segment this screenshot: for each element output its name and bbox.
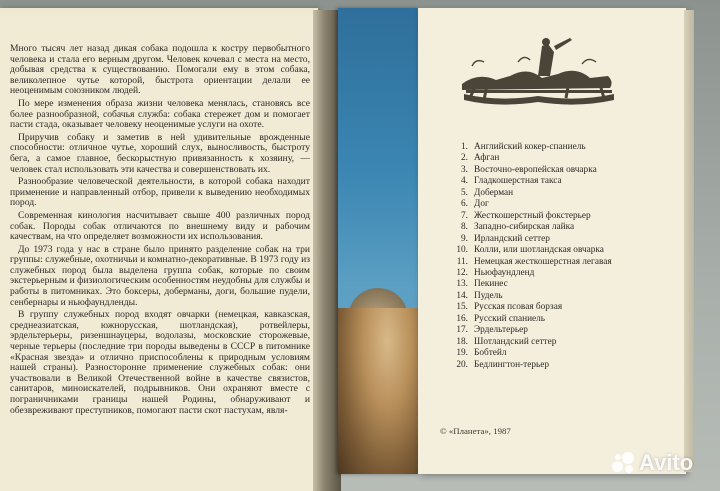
contents-item: 8. Западно-сибирская лайка xyxy=(461,222,575,233)
contents-item: 15. Русская псовая борзая xyxy=(456,302,563,313)
dog-photo-card xyxy=(338,8,420,474)
book-spine xyxy=(313,10,341,491)
paragraph-7: В группу служебных пород входят овчарки (немецкая, кавказская, среднеазиатская, южнорусская, шотландская), ротвейлеры, эрдельтерьеры, ризеншнауцеры, водолазы, московские сторожевые, черные терьеры (последние три породы выведены в СССР в питомнике «Красная звезда» и отлично приспособлены к природным условиям нашей страны). Разносторонне применение служебных собак: они участвовали в Великой Отечественной войне в качестве связистов, санитаров, миноискателей, подрывников. Они охраняют вместе с пограничниками границы нашей Родины, обнаруживают и обезвреживают преступников, помогают пасти скот пастухам, явля- xyxy=(10,309,310,416)
avito-watermark xyxy=(612,450,693,476)
avito-logo-icon xyxy=(612,452,636,474)
contents-item: 2. Афган xyxy=(461,153,500,164)
dog-fur xyxy=(338,308,420,474)
contents-item: 10. Колли, или шотландская овчарка xyxy=(456,245,604,256)
page-edges xyxy=(684,10,694,472)
contents-item: 18. Шотландский сеттер xyxy=(456,336,557,347)
paragraph-4: Разнообразие человеческой деятельности, в которой собака находит применение и направленный отбор, привели к выведению необходимых пород. xyxy=(10,176,310,209)
contents-item: 7. Жесткошерстный фокстерьер xyxy=(461,210,591,221)
contents-item: 1. Английский кокер-спаниель xyxy=(461,142,586,152)
contents-item: 5. Доберман xyxy=(461,187,514,198)
contents-item: 4. Гладкошерстная такса xyxy=(461,176,562,187)
hunting-ornament-illustration xyxy=(458,36,618,114)
contents-item: 19. Бобтейл xyxy=(456,348,507,359)
copyright-line: © «Планета», 1987 xyxy=(440,426,511,436)
paragraph-5: Современная кинология насчитывает свыше 400 различных пород собак. Породы собак отличаются по внешнему виду и рабочим качествам, на что определяет возможности их использования. xyxy=(10,209,310,243)
contents-list xyxy=(452,142,682,371)
contents-item: 12. Ньюфаундленд xyxy=(456,267,535,278)
paragraph-6: До 1973 года у нас в стране было принято разделение собак на три группы: служебные, охотничьи и комнатно-декоративные. В 1973 году из служебных пород была выделена группа собак, которые по своим экстерьерным и физиологическим особенностям неудобны для службы и работы в питомниках. Это боксеры, доберманы, доги, большие пудели, сенбернары и ньюфаундленды. xyxy=(10,243,310,308)
contents-item: 14. Пудель xyxy=(456,290,503,301)
paragraph-2: По мере изменения образа жизни человека менялась, становясь все более разнообразной, собачья служба: собака стережет дом и помогает пасти стада, оказывает человеку неоценимые услуги на охоте. xyxy=(10,97,310,131)
contents-item: 13. Пекинес xyxy=(456,279,508,290)
intro-text xyxy=(10,44,310,418)
contents-item: 16. Русский спаниель xyxy=(456,313,546,324)
contents-item: 20. Бедлингтон-терьер xyxy=(456,359,549,370)
contents-item: 9. Ирландский сеттер xyxy=(461,233,550,244)
contents-item: 11. Немецкая жесткошерстная легавая xyxy=(456,256,612,267)
paragraph-1: Много тысяч лет назад дикая собака подошла к костру первобытного человека и стала его верным другом. Человек кочевал с места на место, добывая средства к существованию. Помогали ему в этом собака, великолепное чутье которой, быстрота ориентации делали ее неоценимым союзником людей. xyxy=(10,43,310,97)
contents-item: 6. Дог xyxy=(461,199,489,210)
paragraph-3: Приручив собаку и заметив в ней удивительные врожденные способности: отличное чутье, хороший слух, выносливость, быстроту бега, а самое главное, бескорыстную привязанность к хозяину, — человек стал использовать эти качества и совершенствовать их. xyxy=(10,131,310,175)
contents-item: 17. Эрдельтерьер xyxy=(456,325,528,336)
avito-watermark-text: Avito xyxy=(639,450,694,475)
contents-item: 3. Восточно-европейская овчарка xyxy=(461,164,597,175)
